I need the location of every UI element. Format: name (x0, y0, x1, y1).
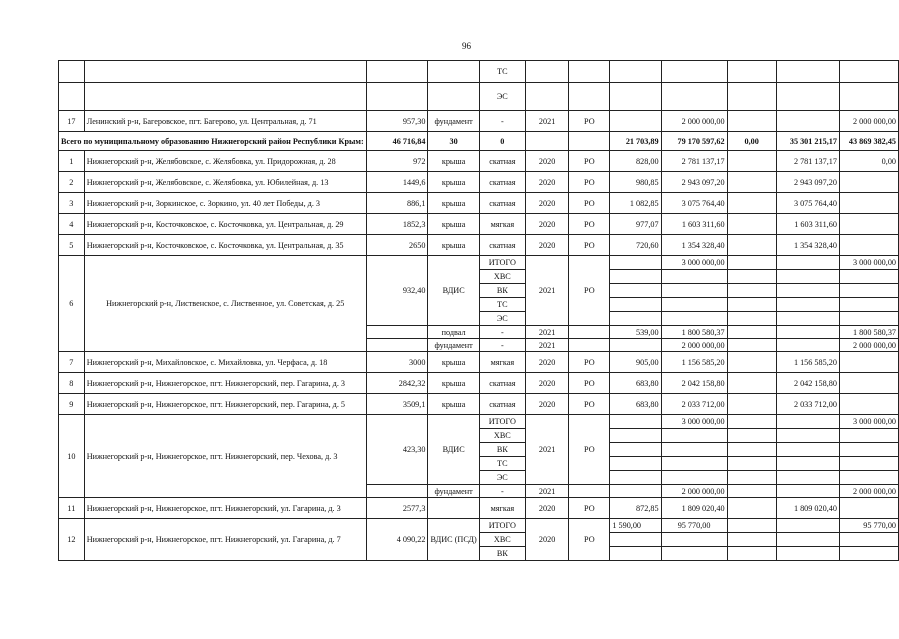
last-cost (839, 498, 898, 519)
table-row (59, 83, 899, 111)
ro: РО (569, 151, 610, 172)
total-cost: 1 156 585,20 (661, 352, 727, 373)
page-number: 96 (462, 41, 471, 51)
total-cost: 1 603 311,60 (661, 214, 727, 235)
work-type: ВДИС (428, 256, 479, 326)
sub-item: ЭС (479, 471, 525, 485)
address: Нижнегорский р-н, Нижнегорское, пгт. Нижнегорский, ул. Гагарина, д. 3 (84, 498, 366, 519)
row-number: 17 (59, 111, 85, 132)
total-cost: 3 000 000,00 (661, 415, 727, 429)
year: 2020 (525, 352, 568, 373)
sub-es: ЭС (479, 83, 525, 111)
roof-type: мягкая (479, 498, 525, 519)
ro: РО (569, 519, 610, 561)
last-cost: 2 000 000,00 (839, 111, 898, 132)
row-number: 4 (59, 214, 85, 235)
work-type: крыша (428, 373, 479, 394)
work-type: крыша (428, 235, 479, 256)
row-number: 9 (59, 394, 85, 415)
volume: 683,80 (610, 373, 661, 394)
area: 2577,3 (366, 498, 428, 519)
year: 2020 (525, 498, 568, 519)
table-row (59, 373, 899, 394)
summary-zero: 0 (479, 132, 525, 151)
work-type: крыша (428, 172, 479, 193)
address: Нижнегорский р-н, Нижнегорское, пгт. Нижнегорский, пер. Гагарина, д. 3 (84, 373, 366, 394)
year: 2020 (525, 172, 568, 193)
total-cost: 1 354 328,40 (661, 235, 727, 256)
row-number: 5 (59, 235, 85, 256)
table-row (59, 498, 899, 519)
work-type: подвал (428, 326, 479, 339)
fund-cost: 1 354 328,40 (776, 235, 839, 256)
total-cost: 95 770,00 (661, 519, 727, 533)
volume: 977,07 (610, 214, 661, 235)
summary-total: 79 170 597,62 (661, 132, 727, 151)
year: 2020 (525, 235, 568, 256)
work-type: ВДИС (428, 415, 479, 485)
volume: 720,60 (610, 235, 661, 256)
row-number: 7 (59, 352, 85, 373)
summary-area: 46 716,84 (366, 132, 428, 151)
year: 2021 (525, 326, 568, 339)
table-row (59, 256, 899, 270)
last-cost: 3 000 000,00 (839, 415, 898, 429)
volume: 905,00 (610, 352, 661, 373)
fund-cost: 1 156 585,20 (776, 352, 839, 373)
row-number: 12 (59, 519, 85, 561)
work-type: фундамент (428, 111, 479, 132)
area: 3000 (366, 352, 428, 373)
volume: 539,00 (610, 326, 661, 339)
table-row (59, 151, 899, 172)
last-cost: 2 000 000,00 (839, 485, 898, 498)
row-number: 8 (59, 373, 85, 394)
ro: РО (569, 256, 610, 326)
ro: РО (569, 172, 610, 193)
last-cost (839, 214, 898, 235)
volume: 683,80 (610, 394, 661, 415)
volume: 980,85 (610, 172, 661, 193)
fund-cost: 3 075 764,40 (776, 193, 839, 214)
table-row (59, 61, 899, 83)
address: Нижнегорский р-н, Лиственское, с. Лиственное, ул. Советская, д. 25 (84, 256, 366, 352)
fund-cost: 2 943 097,20 (776, 172, 839, 193)
area: 2650 (366, 235, 428, 256)
table-row (59, 519, 899, 533)
sub-ts: ТС (479, 61, 525, 83)
table-row (59, 415, 899, 429)
summary-z: 0,00 (727, 132, 776, 151)
address: Нижнегорский р-н, Желябовское, с. Желябовка, ул. Придорожная, д. 28 (84, 151, 366, 172)
sub-item: ИТОГО (479, 256, 525, 270)
summary-last: 43 869 382,45 (839, 132, 898, 151)
sub-item: ЭС (479, 312, 525, 326)
last-cost: 3 000 000,00 (839, 256, 898, 270)
roof-type: мягкая (479, 352, 525, 373)
address: Нижнегорский р-н, Михайловское, с. Михайловка, ул. Черфаса, д. 18 (84, 352, 366, 373)
fund-cost: 2 781 137,17 (776, 151, 839, 172)
work-type: ВДИС (ПСД) (428, 519, 479, 561)
address: Нижнегорский р-н, Желябовское, с. Желябовка, ул. Юбилейная, д. 13 (84, 172, 366, 193)
area: 932,40 (366, 256, 428, 326)
ro: РО (569, 235, 610, 256)
table-row (59, 111, 899, 132)
year: 2020 (525, 373, 568, 394)
total-cost: 2 000 000,00 (661, 485, 727, 498)
sub-item: ИТОГО (479, 519, 525, 533)
year: 2021 (525, 339, 568, 352)
total-cost: 3 075 764,40 (661, 193, 727, 214)
table-row (59, 172, 899, 193)
work-type: крыша (428, 193, 479, 214)
total-cost: 2 042 158,80 (661, 373, 727, 394)
total-cost: 2 000 000,00 (661, 339, 727, 352)
row-number: 10 (59, 415, 85, 498)
total-cost: 2 000 000,00 (661, 111, 727, 132)
work-type: фундамент (428, 339, 479, 352)
fund-cost: 2 033 712,00 (776, 394, 839, 415)
table-row (59, 394, 899, 415)
total-cost: 2 033 712,00 (661, 394, 727, 415)
summary-count: 30 (428, 132, 479, 151)
ro: РО (569, 352, 610, 373)
address: Нижнегорский р-н, Нижнегорское, пгт. Нижнегорский, ул. Гагарина, д. 7 (84, 519, 366, 561)
area: 2842,32 (366, 373, 428, 394)
work-type (428, 498, 479, 519)
total-cost: 1 800 580,37 (661, 326, 727, 339)
last-cost: 95 770,00 (839, 519, 898, 533)
row-number: 1 (59, 151, 85, 172)
sub-item: ВК (479, 443, 525, 457)
last-cost (839, 373, 898, 394)
capital-repair-table (58, 60, 899, 561)
sub-item: ХВС (479, 533, 525, 547)
summary-row (59, 132, 899, 151)
fund-cost: 1 809 020,40 (776, 498, 839, 519)
volume: 1 590,00 (610, 519, 661, 533)
address: Нижнегорский р-н, Нижнегорское, пгт. Нижнегорский, пер. Чехова, д. 3 (84, 415, 366, 498)
address: Нижнегорский р-н, Зоркинское, с. Зоркино, ул. 40 лет Победы, д. 3 (84, 193, 366, 214)
year: 2020 (525, 151, 568, 172)
area: 957,30 (366, 111, 428, 132)
sub-item: ИТОГО (479, 415, 525, 429)
roof-type: мягкая (479, 214, 525, 235)
dash: - (479, 485, 525, 498)
area: 4 090,22 (366, 519, 428, 561)
area: 886,1 (366, 193, 428, 214)
table-row (59, 193, 899, 214)
fund-cost: 1 603 311,60 (776, 214, 839, 235)
last-cost: 1 800 580,37 (839, 326, 898, 339)
address: Нижнегорский р-н, Косточковское, с. Косточковка, ул. Центральная, д. 35 (84, 235, 366, 256)
roof-type: скатная (479, 193, 525, 214)
year: 2021 (525, 415, 568, 485)
sub-item: ТС (479, 298, 525, 312)
dash: - (479, 111, 525, 132)
year: 2020 (525, 214, 568, 235)
roof-type: скатная (479, 373, 525, 394)
work-type: фундамент (428, 485, 479, 498)
last-cost (839, 172, 898, 193)
work-type: крыша (428, 214, 479, 235)
sub-item: ВК (479, 547, 525, 561)
row-number: 6 (59, 256, 85, 352)
area: 1449,6 (366, 172, 428, 193)
sub-item: ХВС (479, 429, 525, 443)
year: 2020 (525, 519, 568, 561)
sub-item: ХВС (479, 270, 525, 284)
ro: РО (569, 394, 610, 415)
address: Ленинский р-н, Багеровское, пгт. Багерово, ул. Центральная, д. 71 (84, 111, 366, 132)
table-row (59, 352, 899, 373)
volume: 1 082,85 (610, 193, 661, 214)
roof-type: скатная (479, 172, 525, 193)
last-cost (839, 394, 898, 415)
row-number: 3 (59, 193, 85, 214)
year: 2020 (525, 193, 568, 214)
work-type: крыша (428, 151, 479, 172)
row-number: 11 (59, 498, 85, 519)
ro: РО (569, 373, 610, 394)
dash: - (479, 326, 525, 339)
last-cost (839, 235, 898, 256)
roof-type: скатная (479, 151, 525, 172)
year: 2020 (525, 394, 568, 415)
roof-type: скатная (479, 394, 525, 415)
total-cost: 2 781 137,17 (661, 151, 727, 172)
year: 2021 (525, 485, 568, 498)
last-cost: 0,00 (839, 151, 898, 172)
ro: РО (569, 111, 610, 132)
total-cost: 2 943 097,20 (661, 172, 727, 193)
summary-fund: 35 301 215,17 (776, 132, 839, 151)
dash: - (479, 339, 525, 352)
area: 1852,3 (366, 214, 428, 235)
address: Нижнегорский р-н, Косточковское, с. Косточковка, ул. Центральная, д. 29 (84, 214, 366, 235)
ro: РО (569, 193, 610, 214)
total-cost: 1 809 020,40 (661, 498, 727, 519)
sub-item: ТС (479, 457, 525, 471)
area: 3509,1 (366, 394, 428, 415)
area: 972 (366, 151, 428, 172)
last-cost (839, 352, 898, 373)
total-cost: 3 000 000,00 (661, 256, 727, 270)
ro: РО (569, 214, 610, 235)
work-type: крыша (428, 352, 479, 373)
area: 423,30 (366, 415, 428, 485)
volume: 872,85 (610, 498, 661, 519)
sub-item: ВК (479, 284, 525, 298)
year: 2021 (525, 256, 568, 326)
ro: РО (569, 415, 610, 485)
table-row (59, 235, 899, 256)
summary-label: Всего по муниципальному образованию Нижнегорский район Республики Крым: (59, 132, 367, 151)
fund-cost: 2 042 158,80 (776, 373, 839, 394)
volume: 828,00 (610, 151, 661, 172)
address: Нижнегорский р-н, Нижнегорское, пгт. Нижнегорский, пер. Гагарина, д. 5 (84, 394, 366, 415)
table-row (59, 214, 899, 235)
year: 2021 (525, 111, 568, 132)
last-cost (839, 193, 898, 214)
work-type: крыша (428, 394, 479, 415)
last-cost: 2 000 000,00 (839, 339, 898, 352)
row-number: 2 (59, 172, 85, 193)
summary-volume: 21 703,89 (610, 132, 661, 151)
roof-type: скатная (479, 235, 525, 256)
ro: РО (569, 498, 610, 519)
